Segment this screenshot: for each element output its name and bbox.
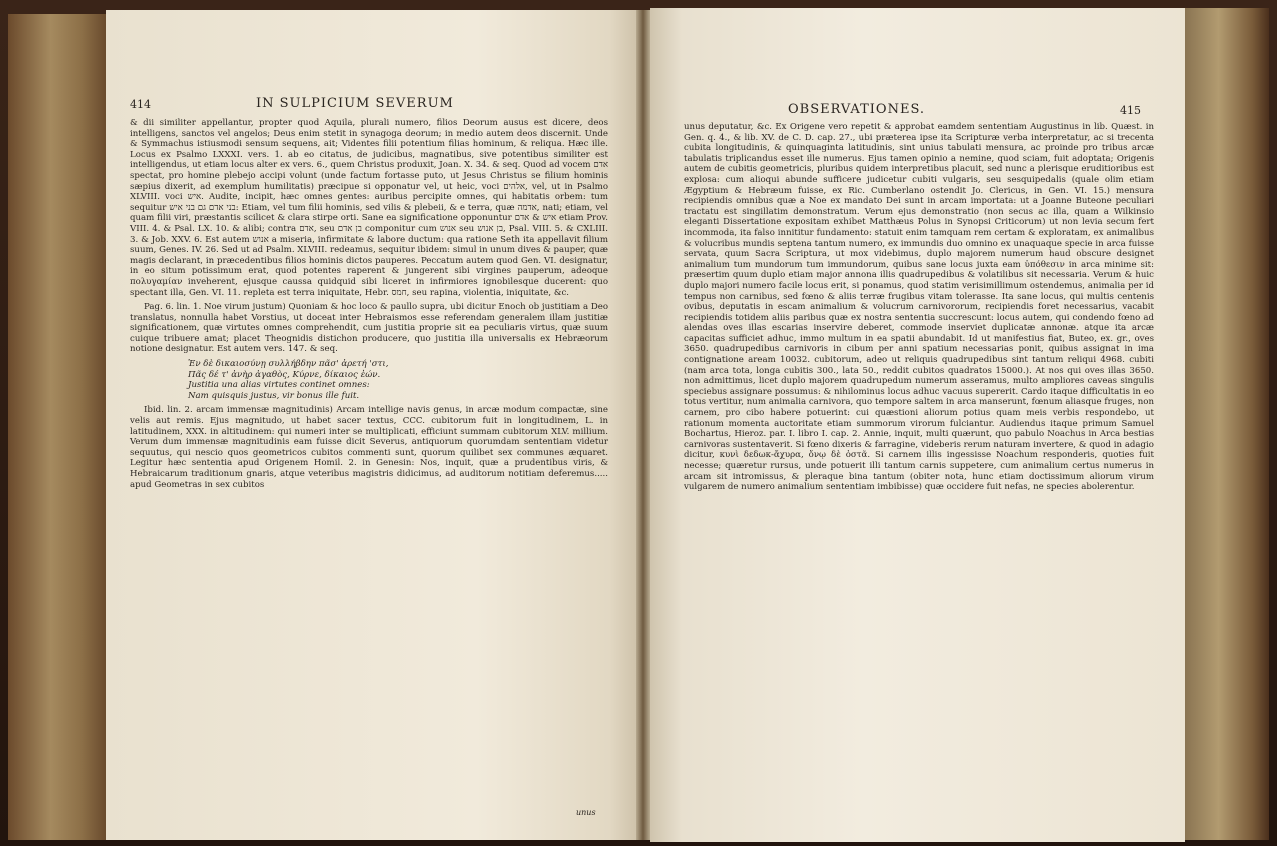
- catchword: unus: [576, 808, 596, 817]
- right-page: [650, 8, 1185, 842]
- verse-line: Nam quisquis justus, vir bonus ille fuit.: [188, 390, 360, 401]
- page-number: 414: [130, 98, 151, 111]
- verse-line: Πᾶς δέ τ' ἀνὴρ ἀγαθὸς, Κύρνε, δίκαιος ἐών.: [188, 369, 381, 380]
- running-head: IN SULPICIUM SEVERUM: [256, 96, 454, 111]
- book-edge-right: [1185, 8, 1269, 840]
- paragraph: Ibid. lin. 2. arcam immensæ magnitudinis) Arcam intellige navis genus, in arcæ modum compactæ, sine velis aut remis. Ejus magnitudo, ut habet sacer textus, CCC. cubitorum fuit in longitudinem, L. in latitudinem, XXX. in altitudinem: qui numeri inter se multiplicati, efficiunt summam cubitorum XLV. millium. Verum dum immensæ magnitudinis eam fuisse dicit Severus, antiquorum quorumdam sententiam videtur sequutus, qui nescio quos geometricos cubitos commenti sunt, quorum quilibet sex communes æquaret. Legitur hæc sententia apud Origenem Homil. 2. in Genesin: Nos, inquit, quæ a prudentibus viris, & Hebraicarum traditionum gnaris, atque veteribus magistris didicimus, ad auditorum notitiam deferemus..... apud Geometras in sex cubitos: [130, 405, 608, 490]
- paragraph: unus deputatur, &c. Ex Origene vero repetit & approbat eamdem sententiam Augustinus in lib. Quæst. in Gen. q. 4., & lib. XV. de C. D. cap. 27., ubi præterea ipse ita Scripturæ verba interpretatur, ac si trecenta cubita longitudinis, & quinquaginta latitudinis, sint unius tabulati mensura, ac proinde pro tribus arcæ tabulatis triplicandus esset ille numerus. Ejus tamen opinio a nemine, quod sciam, fuit adoptata; Origenis autem de cubitis geometricis, pluribus quidem interpretibus placuit, sed nunc a plerisque eruditioribus est explosa: cum alioqui abunde sufficere judicetur cubiti vulgaris, seu sesquipedalis (quale olim etiam Ægyptium & Hebræum fuisse, ex Ric. Cumberlano ostendit Jo. Clericus, in Gen. VI. 15.) mensura recipiendis omnibus quæ a Noe ex mandato Dei sunt in arcam importata: ut a Joanne Buteone peculiari tractatu est singillatim demonstratum. Verum ejus demonstratio (non secus ac illa, quam a Wilkinsio eleganti Dissertatione expositam exhibet Matthæus Polus in Synopsi Criticorum) ut non levia secum fert incommoda, ita falso innititur fundamento: statuit enim tamquam rem certam & exploratam, ex animalibus & volucribus mundis septena tantum numero, ex immundis duo omnino ex unaquaque specie in arca fuisse servata, quum Sacra Scriptura, ut mox videbimus, duplo majorem numerum haud obscure designet animalium tum mundorum tum immundorum, quibus sane locus juxta eam ὑπόθεσιν in arca minime sit: præsertim quum duplo etiam major annona illis quadrupedibus & volatilibus sit necessaria. Verum & huic duplo majori numero facile locus erit, si ponamus, quod statim verisimillimum ostendemus, animalia per id tempus non carnibus, sed fœno & aliis terræ frugibus vitam tolerasse. Ita sane locus, qui multis centenis ovibus, deputatis in escam animalium & volucrum carnivororum, recipiendis foret necessarius, vacabit recipiendis totidem aliis paribus quæ ex nostra sententia succrescunt: locus autem, qui condendo fœno ad alendas oves illas escarias inservire deberet, commode inserviet duplicatæ annonæ. atque ita arcæ capacitas sufficiet adhuc, immo multum in ea spatii abundabit. Id ut manifestius fiat, Buteo, ex. gr., oves 3650. quadrupedibus carnivoris in cibum per anni spatium necessarias ponit, quibus assignat in ima contignatione aream 10032. cubitorum, adeo ut reliquis quadrupedibus sint tantum reliqui 4968. cubiti (nam arca tota, longa cubitis 300., lata 50., reddit cubitos quadratos 15000.). At nos qui oves illas 3650. non admittimus, licet duplo majorem quadrupedum numerum asseramus, multo ampliores caveas singulis speciebus assignare possumus: & nihilominus locus adhuc vacuus supererit. Cardo itaque difficultatis in eo totus vertitur, num animalia carnivora, quo tempore saltem in arca manserunt, fœnum aliasque fruges, non carnem, pro cibo habere potuerint: cui quæstioni aliorum potius quam meis verbis respondebo, ut rationum momenta auctoritate etiam summorum virorum fulciantur. Audiendus itaque primum Samuel Bochartus, Hieroz. par. I. libro I. cap. 2. Annie, inquit, multi quærunt, quo pabulo Noachus in Arca bestias carnivoras sustentaverit. Si fœno dixeris & farragine, videberis rerum naturam invertere, & quod in adagio dicitur, κυνὶ δεδωκ-ἄχυρα, ὄνῳ δὲ ὀστᾶ. Si carnem illis ingessisse Noachum responderis, quoties fuit necesse; quæretur rursus, unde potuerit illi tantum carnis suppetere, cum animalium certus numerus in arcam sit intromissus, & pleraque bina tantum (obiter nota, hunc etiam doctissimum aliorum virum vulgarem de numero animalium sententiam imbibisse) quæ occidere fuit nefas, ne species abolerentur.: [684, 122, 1154, 493]
- left-page: [106, 10, 636, 840]
- running-head: OBSERVATIONES.: [788, 102, 926, 117]
- page-number: 415: [1120, 104, 1141, 117]
- paragraph: Pag. 6. lin. 1. Noe virum justum) Quoniam & hoc loco & paullo supra, ubi dicitur Enoch ob justitiam a Deo translatus, nonnulla habet Vorstius, ut doceat inter Hebraismos esse referendam generalem illam justitiæ significationem, quæ virtutes omnes comprehendit, cum justitia proprie sit ea peculiaris virtus, quæ suum cuique tribuere amat; placet Theognidis distichon producere, quo justitia illa universalis ex Hebræorum notione designatur. Est autem vers. 147. & seq.: [130, 302, 608, 355]
- book-edge-left: [8, 14, 114, 840]
- right-body: [684, 122, 1154, 493]
- left-body: [130, 118, 608, 490]
- paragraph: & dii similiter appellantur, propter quod Aquila, plurali numero, filios Deorum ausus est dicere, deos intelligens, sanctos vel angelos; Deus enim stetit in synagoga deorum; in medio autem deos discernit. Unde & Symmachus istiusmodi sensum sequens, ait; Videntes filii potentium filias hominum, & reliqua. Hæc ille. Locus ex Psalmo LXXXI. vers. 1. ab eo citatus, de judicibus, magnatibus, sive potentibus similiter est intelligendus, ut etiam locus alter ex vers. 6., quem Christus produxit, Joan. X. 34. & seq. Quod ad vocem אדם spectat, pro homine plebejo accipi volunt (unde factum fortasse puto, ut Jesus Christus se filium hominis sæpius dixerit, ad exemplum humilitatis) præcipue si opponatur vel, ut heic, voci אלהים, vel, ut in Psalmo XLVIII. voci איש. Audite, incipit, hæc omnes gentes: auribus percipite omnes, qui habitatis orbem: tum sequitur בני אדם גם בני איש: Etiam, vel tum filii hominis, sed vilis & plebeii, & e terra, quæ אדמה, nati; etiam, vel quam filii viri, præstantis scilicet & clara stirpe orti. Sane ea significatione opponuntur איש & אדם etiam Prov. VIII. 4. & Psal. LX. 10. & alibi; contra אדם, seu בן אדם componitur cum אנוש seu בן אנוש, Psal. VIII. 5. & CXLIII. 3. & Job. XXV. 6. Est autem אנוש a miseria, infirmitate & labore ductum: qua ratione Seth ita appellavit filium suum, Genes. IV. 26. Sed ut ad Psalm. XLVIII. redeamus, sequitur ibidem: simul in unum dives & pauper, quæ magis declarant, in præcedentibus filios hominis dictos pauperes. Peccatum autem quod Gen. VI. designatur, in eo situm potissimum erat, quod potentes raperent & jungerent sibi virgines pauperum, adeoque πολυγαμίαν inveherent, ejusque caussa quidquid sibi liceret in infirmiores ignobilesque ducerent: quo spectant illa, Gen. VI. 11. repleta est terra iniquitate, Hebr. חמס, seu rapina, violentia, iniquitate, &c.: [130, 118, 609, 298]
- gutter: [636, 10, 650, 840]
- verse-block: [130, 359, 608, 401]
- verse-line: Justitia una alias virtutes continet omnes:: [188, 380, 370, 391]
- verse-line: Ἐν δὲ δικαιοσύνῃ συλλήβδην πᾶσ' ἀρετή 'στι,: [188, 359, 389, 370]
